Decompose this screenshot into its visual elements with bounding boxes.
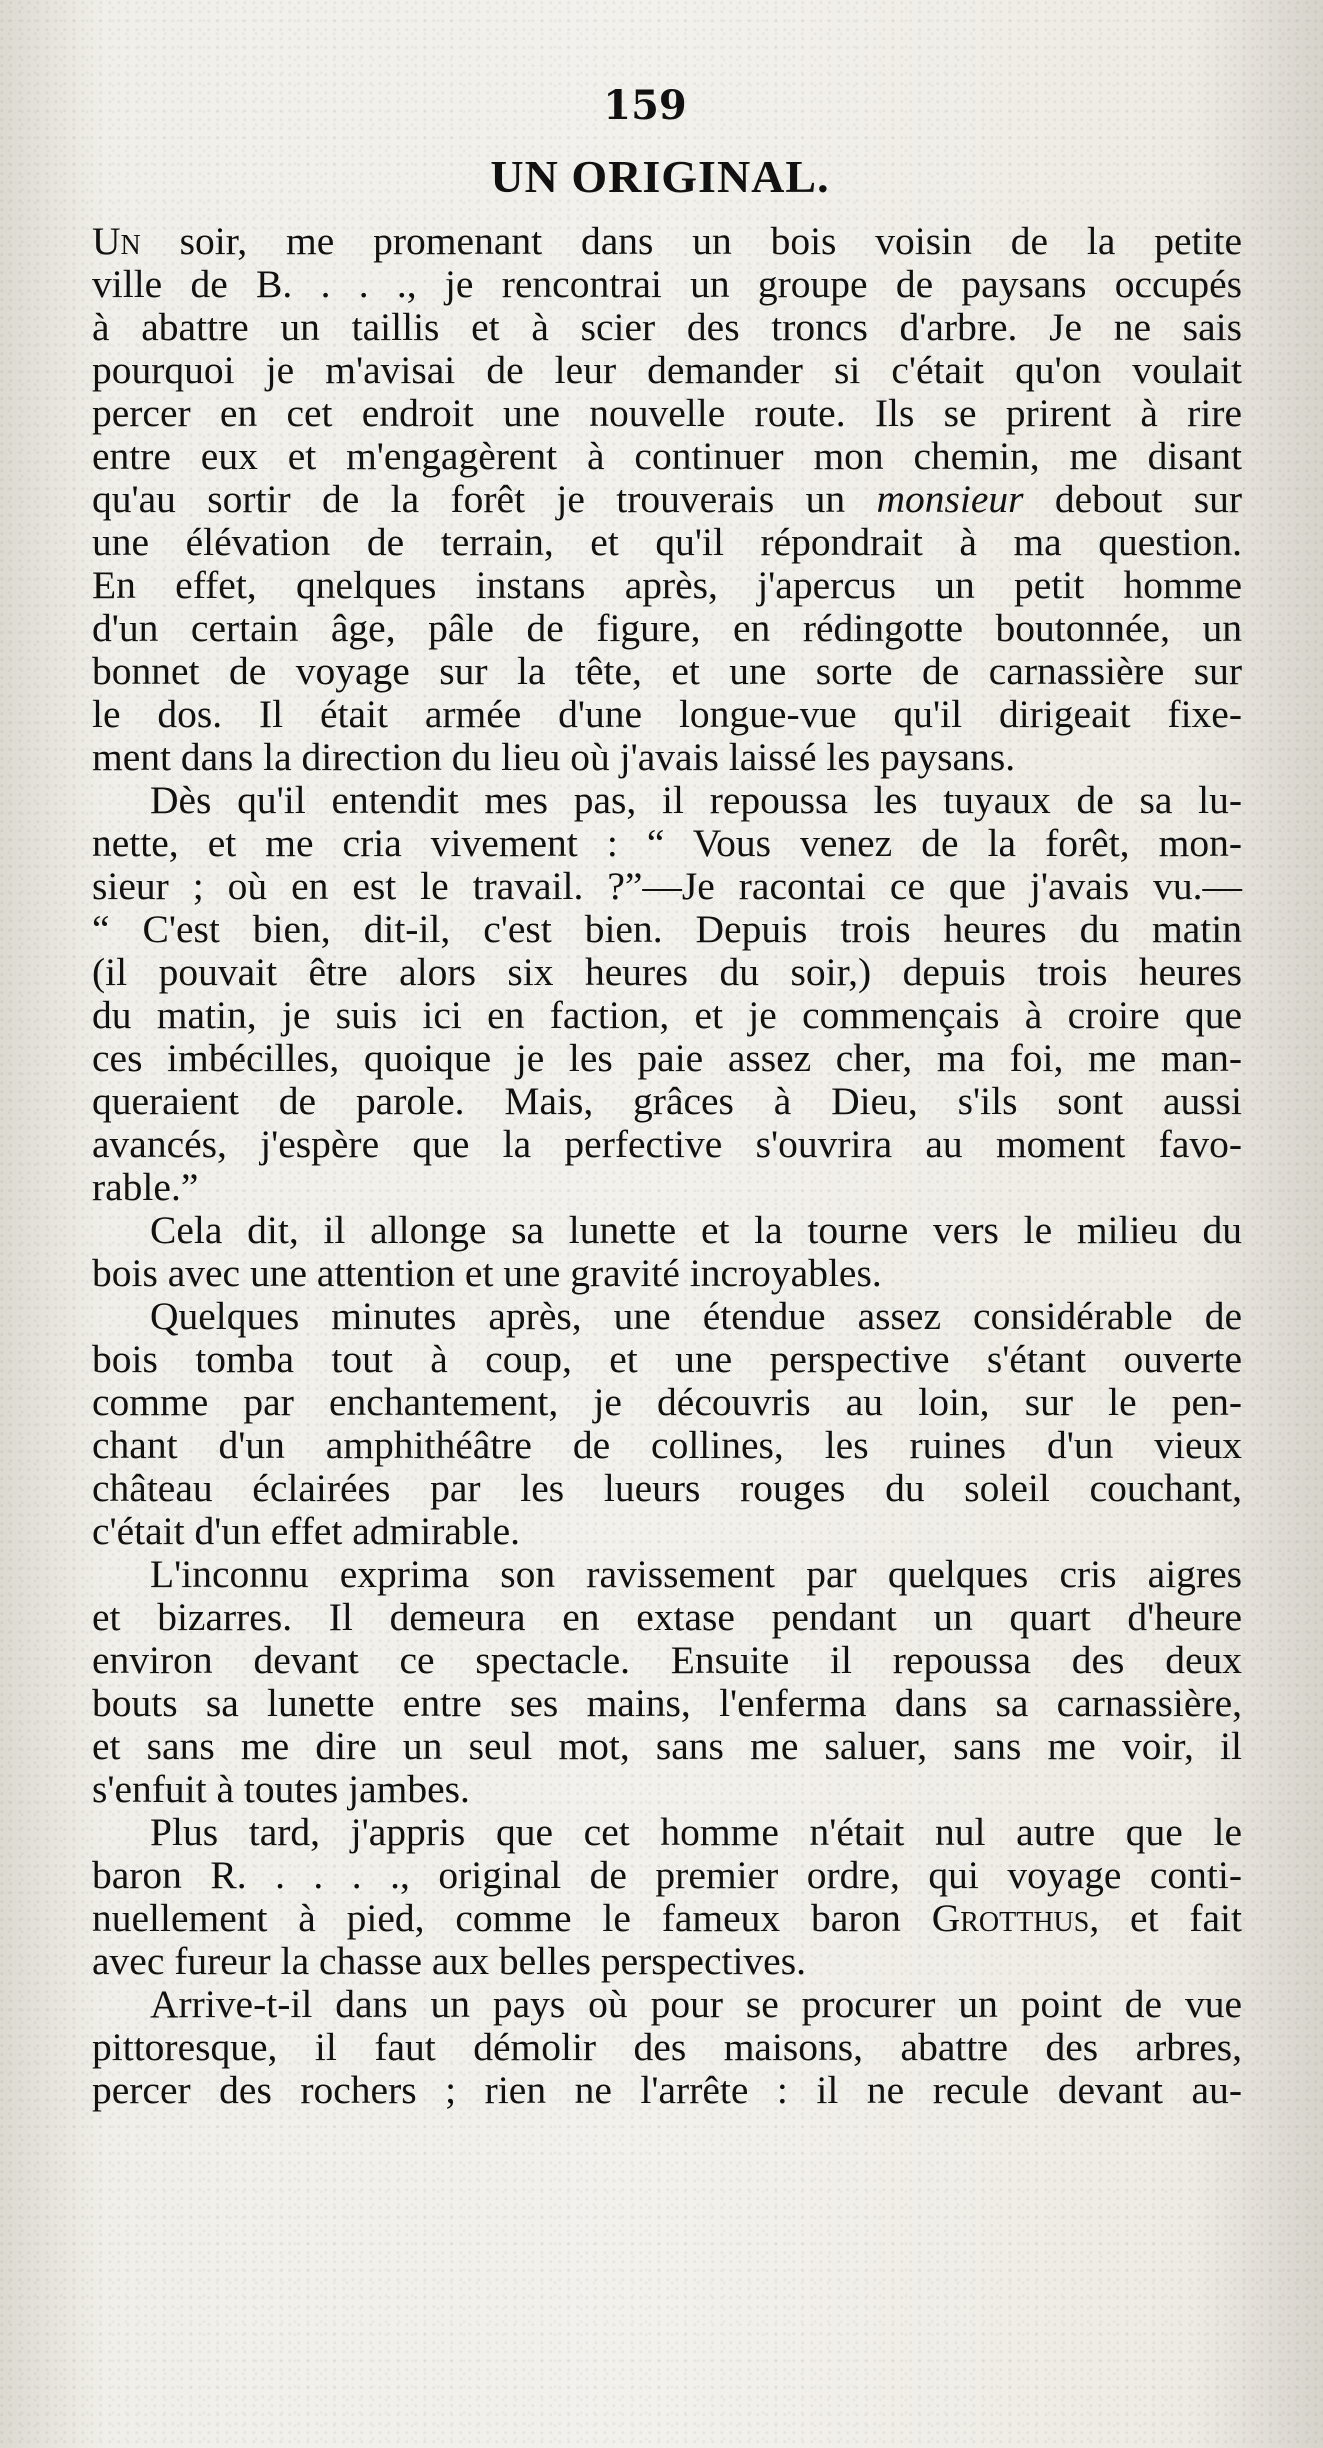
text-line [92, 607, 1242, 650]
text-run: baron R. . . . ., original de premier ordre, qui voyage conti- [92, 1853, 1242, 1897]
text-run: Plus tard, j'appris que cet homme n'était nul autre que le [150, 1810, 1242, 1854]
text-run: debout sur [1023, 477, 1242, 521]
text-line [92, 736, 1242, 779]
text-line [92, 263, 1242, 306]
text-line [92, 220, 1242, 263]
text-line [92, 1854, 1242, 1897]
text-line [92, 1553, 1242, 1596]
text-line [92, 306, 1242, 349]
text-line [92, 478, 1242, 521]
text-run: le dos. Il était armée d'une longue-vue qu'il dirigeait fixe- [92, 692, 1242, 736]
text-run: c'était d'un effet admirable. [92, 1509, 521, 1553]
text-line [92, 1768, 1242, 1811]
text-line [92, 693, 1242, 736]
text-line [92, 1596, 1242, 1639]
text-line [92, 1510, 1242, 1553]
text-run: , et fait [1089, 1896, 1242, 1940]
text-run: entre eux et m'engagèrent à continuer mon chemin, me disant [92, 434, 1242, 478]
body-text [92, 220, 1242, 2112]
text-run: du matin, je suis ici en faction, et je commençais à croire que [92, 993, 1242, 1037]
text-line [92, 521, 1242, 564]
text-run: ville de B. . . ., je rencontrai un groupe de paysans occupés [92, 262, 1242, 306]
text-line [92, 1424, 1242, 1467]
text-run: Quelques minutes après, une étendue assez considérable de [150, 1294, 1242, 1338]
text-run: une élévation de terrain, et qu'il répondrait à ma question. [92, 520, 1242, 564]
text-run: pittoresque, il faut démolir des maisons, abattre des arbres, [92, 2025, 1242, 2069]
text-run: et bizarres. Il demeura en extase pendant un quart d'heure [92, 1595, 1242, 1639]
text-line [92, 2026, 1242, 2069]
text-run: Dès qu'il entendit mes pas, il repoussa les tuyaux de sa lu- [150, 778, 1242, 822]
text-run: avancés, j'espère que la perfective s'ouvrira au moment favo- [92, 1122, 1242, 1166]
text-line [92, 1940, 1242, 1983]
text-line [92, 1725, 1242, 1768]
text-run: avec fureur la chasse aux belles perspectives. [92, 1939, 806, 1983]
text-run: nette, et me cria vivement : “ Vous venez de la forêt, mon- [92, 821, 1242, 865]
page-number: 159 [603, 82, 687, 129]
text-run: “ C'est bien, dit-il, c'est bien. Depuis trois heures du matin [92, 907, 1242, 951]
text-run: bouts sa lunette entre ses mains, l'enferma dans sa carnassière, [92, 1681, 1242, 1725]
text-run: bonnet de voyage sur la tête, et une sorte de carnassière sur [92, 649, 1242, 693]
text-line [92, 1037, 1242, 1080]
text-run: bois tomba tout à coup, et une perspective s'étant ouverte [92, 1337, 1242, 1381]
text-run: En effet, qnelques instans après, j'apercus un petit homme [92, 563, 1242, 607]
text-line [92, 1080, 1242, 1123]
text-run: qu'au sortir de la forêt je trouverais un [92, 477, 877, 521]
text-line [92, 1897, 1242, 1940]
text-line [92, 392, 1242, 435]
text-line [92, 1682, 1242, 1725]
text-run: percer en cet endroit une nouvelle route. Ils se prirent à rire [92, 391, 1242, 435]
text-run: L'inconnu exprima son ravissement par quelques cris aigres [150, 1552, 1242, 1596]
text-line [92, 865, 1242, 908]
text-line [92, 1467, 1242, 1510]
text-run: sieur ; où en est le travail. ?”—Je racontai ce que j'avais vu.— [92, 864, 1242, 908]
text-run: Cela dit, il allonge sa lunette et la tourne vers le milieu du [150, 1208, 1242, 1252]
text-run: percer des rochers ; rien ne l'arrête : il ne recule devant au- [92, 2068, 1242, 2112]
text-line [92, 779, 1242, 822]
text-run: ces imbécilles, quoique je les paie assez cher, ma foi, me man- [92, 1036, 1242, 1080]
text-line [92, 1252, 1242, 1295]
text-line [92, 822, 1242, 865]
text-run: s'enfuit à toutes jambes. [92, 1767, 470, 1811]
text-run: soir, me promenant dans un bois voisin de la petite [140, 219, 1242, 263]
text-run: à abattre un taillis et à scier des troncs d'arbre. Je ne sais [92, 305, 1242, 349]
text-run: et sans me dire un seul mot, sans me saluer, sans me voir, il [92, 1724, 1242, 1768]
text-run: Grotthus [931, 1896, 1090, 1940]
text-run: d'un certain âge, pâle de figure, en rédingotte boutonnée, un [92, 606, 1242, 650]
text-line [92, 1209, 1242, 1252]
text-line [92, 1166, 1242, 1209]
text-run: Arrive-t-il dans un pays où pour se procurer un point de vue [150, 1982, 1242, 2026]
text-line [92, 564, 1242, 607]
text-line [92, 1295, 1242, 1338]
text-run: bois avec une attention et une gravité incroyables. [92, 1251, 882, 1295]
text-run: monsieur [876, 477, 1024, 521]
text-run: queraient de parole. Mais, grâces à Dieu, s'ils sont aussi [92, 1079, 1242, 1123]
text-run: château éclairées par les lueurs rouges du soleil couchant, [92, 1466, 1242, 1510]
chapter-title: UN ORIGINAL. [490, 151, 830, 202]
text-run: nuellement à pied, comme le fameux baron [92, 1896, 932, 1940]
text-line [92, 1338, 1242, 1381]
text-run: comme par enchantement, je découvris au loin, sur le pen- [92, 1380, 1242, 1424]
text-line [92, 435, 1242, 478]
text-line [92, 349, 1242, 392]
text-line [92, 951, 1242, 994]
text-run: environ devant ce spectacle. Ensuite il repoussa des deux [92, 1638, 1242, 1682]
text-line [92, 994, 1242, 1037]
text-line [92, 908, 1242, 951]
text-run: rable.” [92, 1165, 199, 1209]
text-line [92, 1639, 1242, 1682]
text-line [92, 2069, 1242, 2112]
text-run: pourquoi je m'avisai de leur demander si c'était qu'on voulait [92, 348, 1242, 392]
text-run: chant d'un amphithéâtre de collines, les ruines d'un vieux [92, 1423, 1242, 1467]
text-run: ment dans la direction du lieu où j'avais laissé les paysans. [92, 735, 1016, 779]
text-line [92, 1381, 1242, 1424]
text-line [92, 1983, 1242, 2026]
text-line [92, 1123, 1242, 1166]
text-line [92, 650, 1242, 693]
text-run: Un [92, 219, 141, 263]
text-run: (il pouvait être alors six heures du soir,) depuis trois heures [92, 950, 1242, 994]
text-line [92, 1811, 1242, 1854]
